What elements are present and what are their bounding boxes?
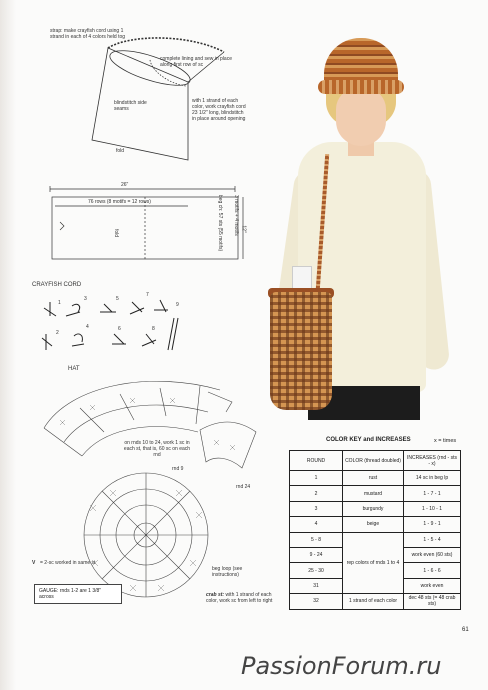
- round-cell: 3: [290, 501, 343, 516]
- header-increases: INCREASES (rnd - sts - x): [404, 451, 461, 471]
- gauge-box: [34, 584, 122, 604]
- photo-bag: [270, 292, 332, 410]
- step-label: 3: [84, 296, 87, 302]
- rnd9-label: rnd 9: [172, 466, 184, 472]
- increase-legend: = 2-sc worked in same st: [40, 560, 96, 566]
- merged-color-cell: rep colors of rnds 1 to 4: [343, 532, 404, 594]
- fold-label: fold: [116, 148, 125, 154]
- photo-hat-brim: [318, 80, 404, 94]
- page-number: 61: [462, 627, 469, 633]
- step-label: 8: [152, 326, 155, 332]
- increase-cell: 1 - 10 - 1: [404, 501, 461, 516]
- step-label: 4: [86, 324, 89, 330]
- table-row: [290, 501, 461, 516]
- watermark: PassionForum.ru: [241, 652, 442, 680]
- table-row: [290, 594, 461, 609]
- round-cell: 4: [290, 517, 343, 532]
- color-key-title: COLOR KEY and INCREASES: [326, 437, 411, 443]
- photo-face: [336, 88, 386, 146]
- table-row: [290, 517, 461, 532]
- blindstitch-note: blindstitch side seams: [114, 100, 147, 112]
- step-label: 7: [146, 292, 149, 298]
- increase-cell: 1 - 6 - 6: [404, 563, 461, 578]
- rnds-note: on rnds 10 to 24, work 1 sc in each st, that is, 60 sc on each rnd: [123, 440, 191, 458]
- color-cell: beige: [343, 517, 404, 532]
- lining-note: complete lining and sew in place along first row of sc: [160, 56, 232, 68]
- increase-cell: dec 48 sts (= 48 crab sts): [404, 594, 461, 609]
- table-header-row: [290, 451, 461, 471]
- round-cell: 5 - 8: [290, 532, 343, 547]
- beg-loop-label: beg loop (see instructions): [212, 566, 243, 578]
- round-cell: 25 - 30: [290, 563, 343, 578]
- height-label: 12": [240, 225, 247, 233]
- table-row: [290, 471, 461, 486]
- increase-cell: work even (60 sts): [404, 547, 461, 562]
- color-cell: mustard: [343, 486, 404, 501]
- increase-cell: 1 - 9 - 1: [404, 517, 461, 532]
- crab-note: [206, 592, 278, 604]
- color-cell: burgundy: [343, 501, 404, 516]
- motifs-label: 3 motifs + 4 motifs: [233, 195, 239, 236]
- hat-title: HAT: [68, 366, 80, 372]
- color-cell: rust: [343, 471, 404, 486]
- step-label: 2: [56, 330, 59, 336]
- table-row: [290, 486, 461, 501]
- round-cell: 31: [290, 578, 343, 593]
- beg-ch-label: beg ch: 57 sts (55 motifs): [217, 195, 223, 252]
- increase-symbol: V: [32, 560, 36, 566]
- model-photo: [262, 30, 462, 420]
- step-label: 6: [118, 326, 121, 332]
- table-row: [290, 532, 461, 547]
- crayfish-note: with 1 strand of each color, work crayfish cord 23 1/2" long, blindstitch in place around opening: [192, 98, 246, 122]
- hat-top-circle: [84, 473, 208, 597]
- bag-flat-layout: [50, 186, 243, 259]
- times-note: x = times: [434, 438, 457, 444]
- crab-text: with 1 strand of each color, work sc from left to right: [206, 592, 273, 604]
- width-label: 26": [121, 182, 129, 188]
- strap-note: strap: make crayfish cord using 1 strand in each of 4 colors held tog: [50, 28, 126, 40]
- fold-label-2: fold: [113, 228, 120, 238]
- crayfish-step-drawings: [42, 300, 178, 350]
- crayfish-title: CRAYFISH CORD: [32, 282, 82, 288]
- step-label: 5: [116, 296, 119, 302]
- round-cell: 2: [290, 486, 343, 501]
- increase-cell: work even: [404, 578, 461, 593]
- header-color: COLOR (thread doubled): [343, 451, 404, 471]
- round-cell: 1: [290, 471, 343, 486]
- rnd24-label: rnd 24: [236, 484, 251, 490]
- header-round: ROUND: [290, 451, 343, 471]
- rows-label: 76 rows (8 motifs = 12 rows): [88, 199, 151, 205]
- increase-cell: 1 - 7 - 1: [404, 486, 461, 501]
- increase-cell: 1 - 5 - 4: [404, 532, 461, 547]
- increase-cell: 14 sc in beg lp: [404, 471, 461, 486]
- round-cell: 9 - 24: [290, 547, 343, 562]
- step-label: 1: [58, 300, 61, 306]
- gauge-text: GAUGE: rnds 1-2 are 1 3/8" across: [39, 588, 102, 600]
- color-key-table: [289, 450, 461, 610]
- round-cell: 32: [290, 594, 343, 609]
- crab-label: crab st:: [206, 592, 225, 598]
- step-label: 9: [176, 302, 179, 308]
- color-cell: 1 strand of each color: [343, 594, 404, 609]
